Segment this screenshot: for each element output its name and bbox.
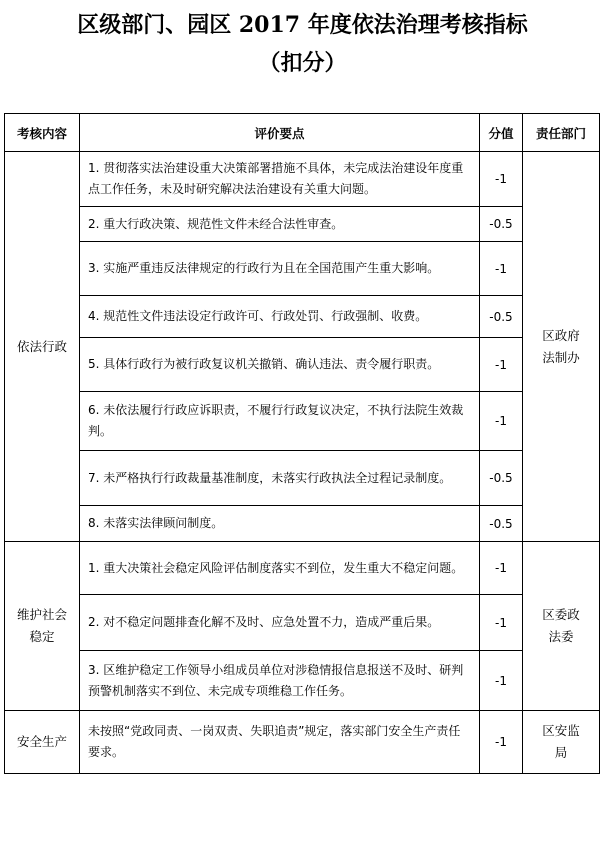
table-row bbox=[5, 242, 600, 296]
header-criteria: 评价要点 bbox=[80, 114, 480, 152]
table-row bbox=[5, 595, 600, 651]
criteria-cell: 2. 重大行政决策、规范性文件未经合法性审查。 bbox=[80, 207, 480, 242]
score-cell: -1 bbox=[480, 595, 523, 651]
table-row bbox=[5, 296, 600, 338]
score-cell: -1 bbox=[480, 152, 523, 207]
score-cell: -1 bbox=[480, 242, 523, 296]
title-line-1: 区级部门、园区 2017 年度依法治理考核指标 bbox=[77, 12, 528, 38]
score-cell: -0.5 bbox=[480, 451, 523, 506]
table-row bbox=[5, 392, 600, 451]
header-category: 考核内容 bbox=[5, 114, 80, 152]
criteria-cell: 6. 未依法履行行政应诉职责，不履行行政复议决定，不执行法院生效裁判。 bbox=[80, 392, 480, 451]
title-line-2: （扣分） bbox=[258, 50, 347, 76]
criteria-cell: 2. 对不稳定问题排查化解不及时、应急处置不力，造成严重后果。 bbox=[80, 595, 480, 651]
table-row bbox=[5, 542, 600, 595]
table-row bbox=[5, 506, 600, 542]
table-row bbox=[5, 711, 600, 774]
criteria-cell: 4. 规范性文件违法设定行政许可、行政处罚、行政强制、收费。 bbox=[80, 296, 480, 338]
dept-cell: 区委政法委 bbox=[523, 542, 600, 711]
score-cell: -1 bbox=[480, 338, 523, 392]
table-row bbox=[5, 651, 600, 711]
score-cell: -0.5 bbox=[480, 207, 523, 242]
criteria-cell: 8. 未落实法律顾问制度。 bbox=[80, 506, 480, 542]
dept-cell: 区安监局 bbox=[523, 711, 600, 774]
table-row bbox=[5, 152, 600, 207]
score-cell: -0.5 bbox=[480, 296, 523, 338]
criteria-cell: 7. 未严格执行行政裁量基准制度，未落实行政执法全过程记录制度。 bbox=[80, 451, 480, 506]
score-cell: -0.5 bbox=[480, 506, 523, 542]
criteria-cell: 3. 区维护稳定工作领导小组成员单位对涉稳情报信息报送不及时、研判预警机制落实不到位、未完成专项维稳工作任务。 bbox=[80, 651, 480, 711]
score-cell: -1 bbox=[480, 542, 523, 595]
score-cell: -1 bbox=[480, 651, 523, 711]
score-cell: -1 bbox=[480, 392, 523, 451]
document-title bbox=[0, 6, 605, 82]
criteria-cell: 3. 实施严重违反法律规定的行政行为且在全国范围产生重大影响。 bbox=[80, 242, 480, 296]
dept-cell: 区政府法制办 bbox=[523, 152, 600, 542]
header-dept: 责任部门 bbox=[523, 114, 600, 152]
category-cell: 维护社会稳定 bbox=[5, 542, 80, 711]
header-row bbox=[5, 114, 600, 152]
table-row bbox=[5, 338, 600, 392]
table-row bbox=[5, 451, 600, 506]
criteria-cell: 1. 重大决策社会稳定风险评估制度落实不到位，发生重大不稳定问题。 bbox=[80, 542, 480, 595]
category-cell: 安全生产 bbox=[5, 711, 80, 774]
table-row bbox=[5, 207, 600, 242]
category-cell: 依法行政 bbox=[5, 152, 80, 542]
score-cell: -1 bbox=[480, 711, 523, 774]
assessment-table bbox=[4, 113, 600, 774]
criteria-cell: 1. 贯彻落实法治建设重大决策部署措施不具体，未完成法治建设年度重点工作任务，未及时研究解决法治建设有关重大问题。 bbox=[80, 152, 480, 207]
header-score: 分值 bbox=[480, 114, 523, 152]
criteria-cell: 未按照“党政同责、一岗双责、失职追责”规定，落实部门安全生产责任要求。 bbox=[80, 711, 480, 774]
criteria-cell: 5. 具体行政行为被行政复议机关撤销、确认违法、责令履行职责。 bbox=[80, 338, 480, 392]
